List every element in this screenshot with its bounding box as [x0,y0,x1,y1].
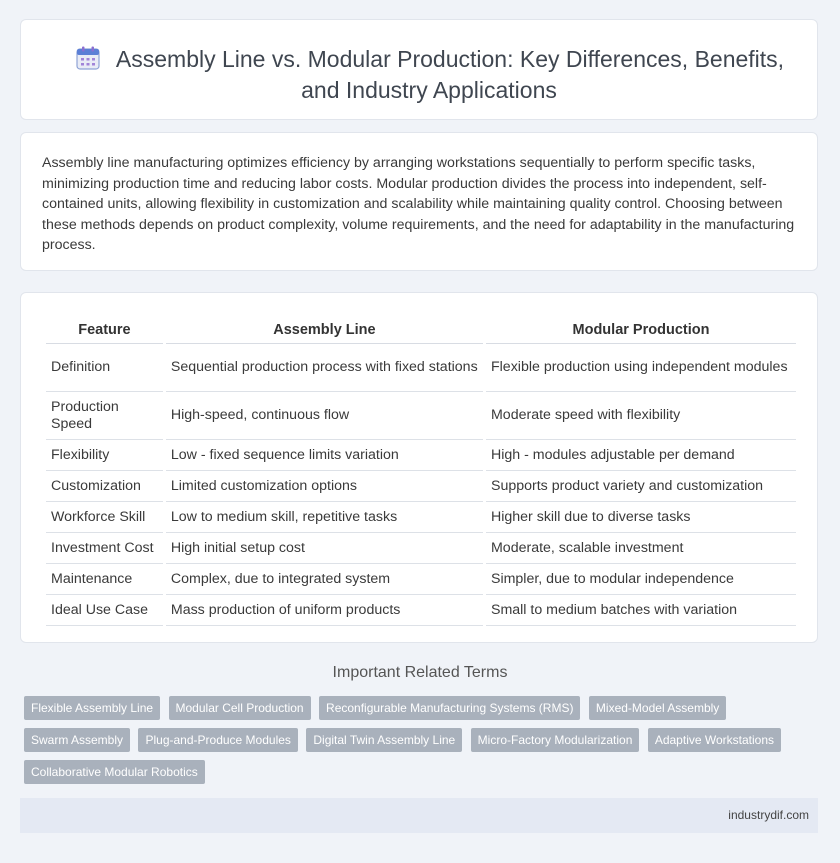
footer-site-link[interactable]: industrydif.com [728,808,809,822]
feature-cell: Investment Cost [46,533,163,564]
assembly-line-cell: Low to medium skill, repetitive tasks [166,502,483,533]
table-row [46,564,796,595]
header-assembly-line: Assembly Line [166,311,483,344]
title-card [20,19,818,120]
feature-cell: Workforce Skill [46,502,163,533]
modular-production-cell: Small to medium batches with variation [486,595,796,626]
related-term-tag[interactable]: Mixed-Model Assembly [589,696,726,720]
feature-cell: Maintenance [46,564,163,595]
table-row [46,344,796,392]
modular-production-cell: Moderate, scalable investment [486,533,796,564]
feature-cell: Flexibility [46,440,163,471]
related-terms-heading: Important Related Terms [332,664,508,681]
calendar-icon [74,44,102,72]
table-row [46,440,796,471]
related-term-tag[interactable]: Micro-Factory Modularization [471,728,640,752]
modular-production-cell: Simpler, due to modular independence [486,564,796,595]
assembly-line-cell: Complex, due to integrated system [166,564,483,595]
assembly-line-cell: Sequential production process with fixed stations [166,344,483,392]
modular-production-cell: Flexible production using independent modules [486,344,796,392]
assembly-line-cell: High-speed, continuous flow [166,392,483,440]
intro-paragraph: Assembly line manufacturing optimizes efficiency by arranging workstations sequentially to perform specific tasks, minimizing production time and reducing labor costs. Modular production divides the process into independent, self-contained units, allowing flexibility in customization and scalability while maintaining quality control. Choosing between these methods depends on product complexity, volume requirements, and the need for adaptability in the manufacturing process. [42,155,795,253]
assembly-line-cell: Mass production of uniform products [166,595,483,626]
footer [20,798,818,833]
modular-production-cell: Higher skill due to diverse tasks [486,502,796,533]
table-row [46,502,796,533]
page-title: Assembly Line vs. Modular Production: Key Differences, Benefits, and Industry Applications [115,46,785,103]
related-term-tag[interactable]: Collaborative Modular Robotics [24,760,205,784]
intro-card [20,132,818,271]
related-term-tag[interactable]: Digital Twin Assembly Line [306,728,462,752]
table-row [46,471,796,502]
header-feature: Feature [46,311,163,344]
table-row [46,595,796,626]
modular-production-cell: High - modules adjustable per demand [486,440,796,471]
header-modular-production: Modular Production [486,311,796,344]
modular-production-cell: Moderate speed with flexibility [486,392,796,440]
feature-cell: Customization [46,471,163,502]
table-row [46,392,796,440]
related-term-tag[interactable]: Plug-and-Produce Modules [138,728,297,752]
table-row [46,533,796,564]
feature-cell: Ideal Use Case [46,595,163,626]
related-term-tag[interactable]: Adaptive Workstations [648,728,781,752]
table-header-row [46,311,796,344]
modular-production-cell: Supports product variety and customization [486,471,796,502]
related-term-tag[interactable]: Modular Cell Production [169,696,311,720]
page-title-wrap [61,44,797,106]
feature-cell: Production Speed [46,392,163,440]
feature-cell: Definition [46,344,163,392]
related-term-tag[interactable]: Reconfigurable Manufacturing Systems (RMS) [319,696,580,720]
assembly-line-cell: High initial setup cost [166,533,483,564]
related-terms-list [24,696,804,792]
comparison-table [43,311,799,626]
comparison-card [20,292,818,643]
assembly-line-cell: Low - fixed sequence limits variation [166,440,483,471]
related-term-tag[interactable]: Swarm Assembly [24,728,130,752]
related-term-tag[interactable]: Flexible Assembly Line [24,696,160,720]
assembly-line-cell: Limited customization options [166,471,483,502]
